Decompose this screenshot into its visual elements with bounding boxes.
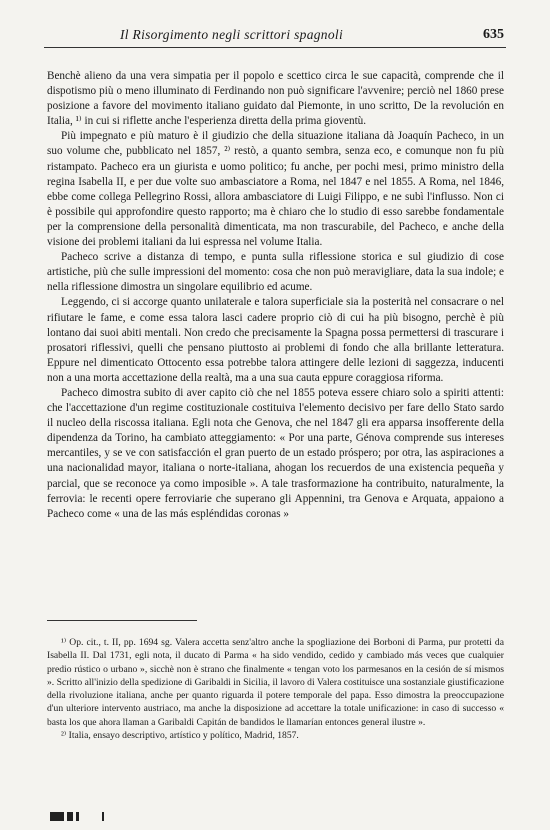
paragraph: Pacheco scrive a distanza di tempo, e punta sulla riflessione storica e sul giudizio di cose artistiche, più che sulle impressioni del momento: cosa che non può meravigliare, data la sua indole; e nella riflessione dimostra un singolare equilibrio ed acume. [47, 251, 504, 294]
main-text [47, 69, 504, 522]
paragraph: Benchè alieno da una vera simpatia per il popolo e scettico circa le sue capacità, comprende che il dispotismo più o meno illuminato di Ferdinando non può significare l'avvenire; perciò nel 1860 prese posizione a favore del movimento italiano guidato dal Piemonte, in uno scritto, De la revolución en Italia, ¹⁾ in cui si riflette anche l'esperienza diretta della prima gioventù. [47, 70, 504, 128]
footnote: ²⁾ Italia, ensayo descriptivo, artístico y político, Madrid, 1857. [61, 730, 299, 742]
running-head [120, 27, 504, 45]
paragraph: Leggendo, ci si accorge quanto unilaterale e talora superficiale sia la posterità nel consacrare o nel rifiutare le fame, e come essa talora lasci cadere proprio ciò di cui ha più bisogno, perchè è più lontano dai suoi abiti mentali. Non credo che precisamente la Spagna possa permettersi di trascurare i prosatori riflessivi, quelli che pensano piuttosto ai problemi di fondo che alla brillante letteratura. Eppure nel dimenticato Ottocento essa potrebbe talora attingere delle lezioni di saggezza, inducenti non a una morta accettazione della realtà, ma a una sua cauta eppure coraggiosa riforma. [47, 296, 504, 384]
paragraph: Pacheco dimostra subito di aver capito ciò che nel 1855 poteva essere chiaro solo a spiriti attenti: che l'accettazione d'un regime costituzionale costituiva l'elemento decisivo per fare dello Stato sardo il nucleo della riscossa italiana. Egli nota che Genova, che nel 1847 gli era apparsa insofferente della dipendenza da Torino, ha cambiato atteggiamento: « Por una parte, Génova comprende sus intereses mercantiles, y se ve con satisfacción el gran puerto de un estado próspero; por otra, las aspiraciones a una nacionalidad mayor, italiana o norte-italiana, ahogan los recuerdos de una existencia pequeña y parcial, que se reconoce ya como imposible ». A tale trasformazione ha contribuito, naturalmente, la ferrovia: le recenti opere ferroviarie che superano gli Appennini, tra Genova e Arquata, appaiono a Pacheco come « una de las más espléndidas coronas » [47, 386, 504, 520]
printer-signature-mark [50, 812, 145, 822]
footnotes [47, 636, 504, 742]
page-number: 635 [483, 27, 504, 42]
paragraph: Più impegnato e più maturo è il giudizio che della situazione italiana dà Joaquín Pacheco, in un suo volume che, pubblicato nel 1857, ²⁾ restò, a quanto sembra, senza eco, e comunque non fu più ristampato. Pacheco era un giurista e uomo politico; fu anche, per pochi mesi, primo ministro della regina Isabella II, e per due volte suo ambasciatore a Roma, nel 1847 e nel 1855. A Roma, nel 1846, ebbe come collega Pellegrino Rossi, allora ambasciatore di Luigi Filippo, e ne subì l'influsso. Non ci è possibile qui approfondire questo rapporto; ma è chiaro che lo studio di esso sarebbe fondamentale per la comprensione della personalità dimenticata, ma non trascurabile, del Pacheco, e anche della visione dei problemi italiani da lui espressa nel volume Italia. [47, 130, 504, 249]
header-rule [44, 47, 506, 48]
running-title: Il Risorgimento negli scrittori spagnoli [120, 27, 343, 42]
footnote-rule [47, 620, 197, 621]
footnote: ¹⁾ Op. cit., t. II, pp. 1694 sg. Valera accetta senz'altro anche la spogliazione dei Borboni di Parma, pur protetti da Isabella II. Dal 1731, egli nota, il ducato di Parma « ha sido vendido, cedido y cambiado más veces que cualquier predio rústico o urbano », sicchè non è strano che finalmente « tengan voto los parmesanos en la cesión de sí mismos ». Scritto all'inizio della spedizione di Garibaldi in Sicilia, il lavoro di Valera costituisce una sostanziale giustificazione della rivoluzione italiana, anche per quanto riguarda il potere temporale del papa. Esso dimostra la preoccupazione d'un ulteriore intervento austriaco, ma anche la disposizione ad accettare la totale unificazione: in caso di successo « basta los que ahora llaman a Garibaldi Capitán de bandidos le llamarían entonces general ilustre ». [47, 637, 504, 728]
